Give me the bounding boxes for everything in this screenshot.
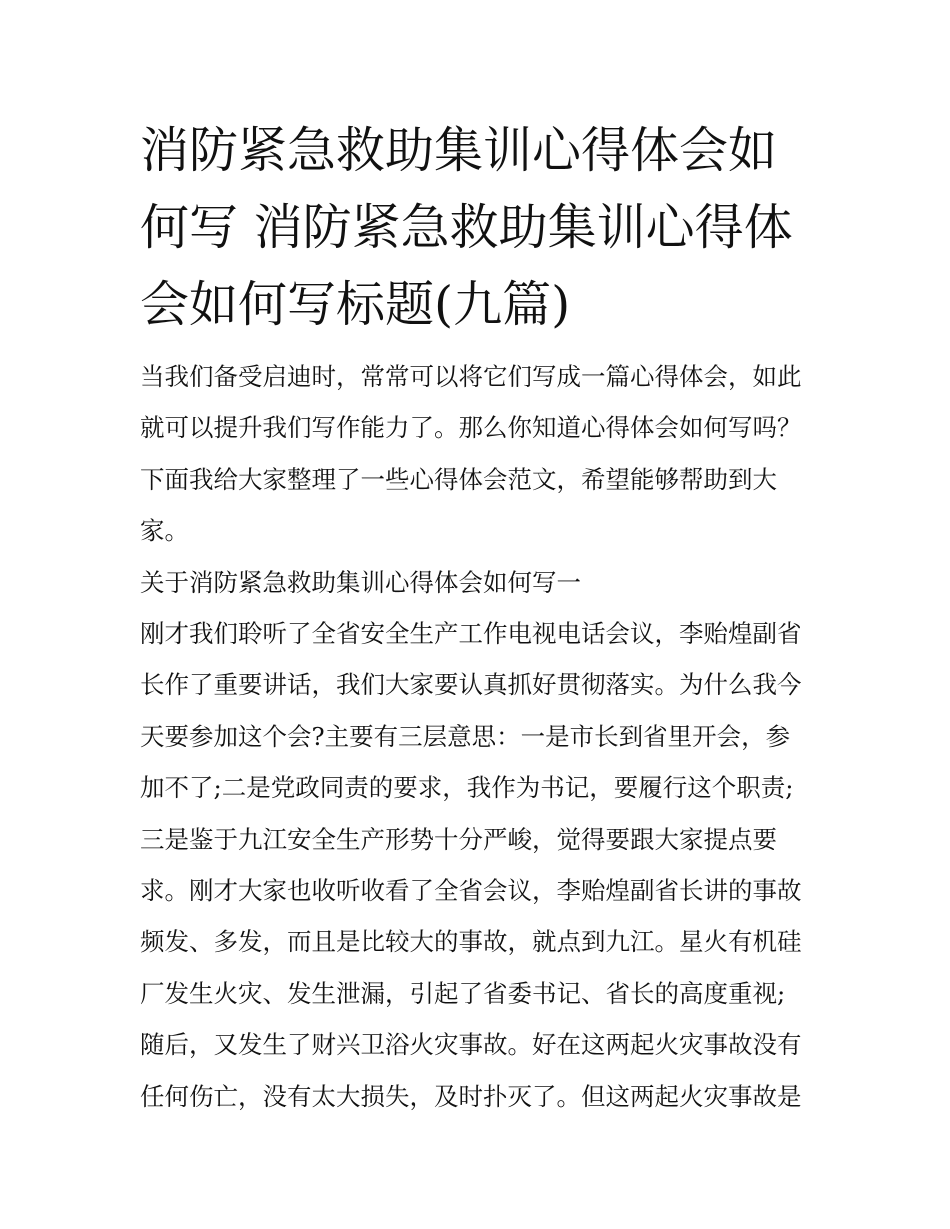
text-line: 下面我给大家整理了一些心得体会范文，希望能够帮助到大 bbox=[140, 464, 777, 494]
document-page bbox=[140, 112, 812, 1122]
intro-paragraph bbox=[140, 351, 812, 557]
document-body bbox=[140, 351, 812, 1122]
text-line: 长作了重要讲话，我们大家要认真抓好贯彻落实。为什么我今 bbox=[140, 670, 802, 700]
text-line: 随后，又发生了财兴卫浴火灾事故。好在这两起火灾事故没有 bbox=[140, 1030, 802, 1060]
text-line: 频发、多发，而且是比较大的事故，就点到九江。星火有机硅 bbox=[140, 927, 802, 957]
title-line: 会如何写标题(九篇) bbox=[140, 276, 571, 333]
text-line: 三是鉴于九江安全生产形势十分严峻，觉得要跟大家提点要 bbox=[140, 824, 777, 854]
text-line: 厂发生火灾、发生泄漏，引起了省委书记、省长的高度重视; bbox=[140, 978, 786, 1008]
text-line: 任何伤亡，没有太大损失，及时扑灭了。但这两起火灾事故是 bbox=[140, 1081, 802, 1111]
section-paragraph bbox=[140, 608, 812, 1122]
text-line: 当我们备受启迪时，常常可以将它们写成一篇心得体会，如此 bbox=[140, 362, 802, 391]
title-line: 消防紧急救助集训心得体会如 bbox=[140, 122, 778, 179]
text-line: 天要参加这个会?主要有三层意思：一是市长到省里开会，参 bbox=[140, 721, 791, 751]
text-line: 家。 bbox=[140, 516, 189, 546]
text-line: 加不了;二是党政同责的要求，我作为书记，要履行这个职责; bbox=[140, 773, 794, 803]
text-line: 刚才我们聆听了全省安全生产工作电视电话会议，李贻煌副省 bbox=[140, 619, 802, 649]
section-heading: 关于消防紧急救助集训心得体会如何写一 bbox=[140, 567, 581, 597]
title-line: 何写 消防紧急救助集训心得体 bbox=[140, 199, 793, 256]
document-title bbox=[140, 112, 812, 343]
text-line: 求。刚才大家也收听收看了全省会议，李贻煌副省长讲的事故 bbox=[140, 876, 802, 906]
text-line: 就可以提升我们写作能力了。那么你知道心得体会如何写吗？ bbox=[140, 413, 802, 443]
